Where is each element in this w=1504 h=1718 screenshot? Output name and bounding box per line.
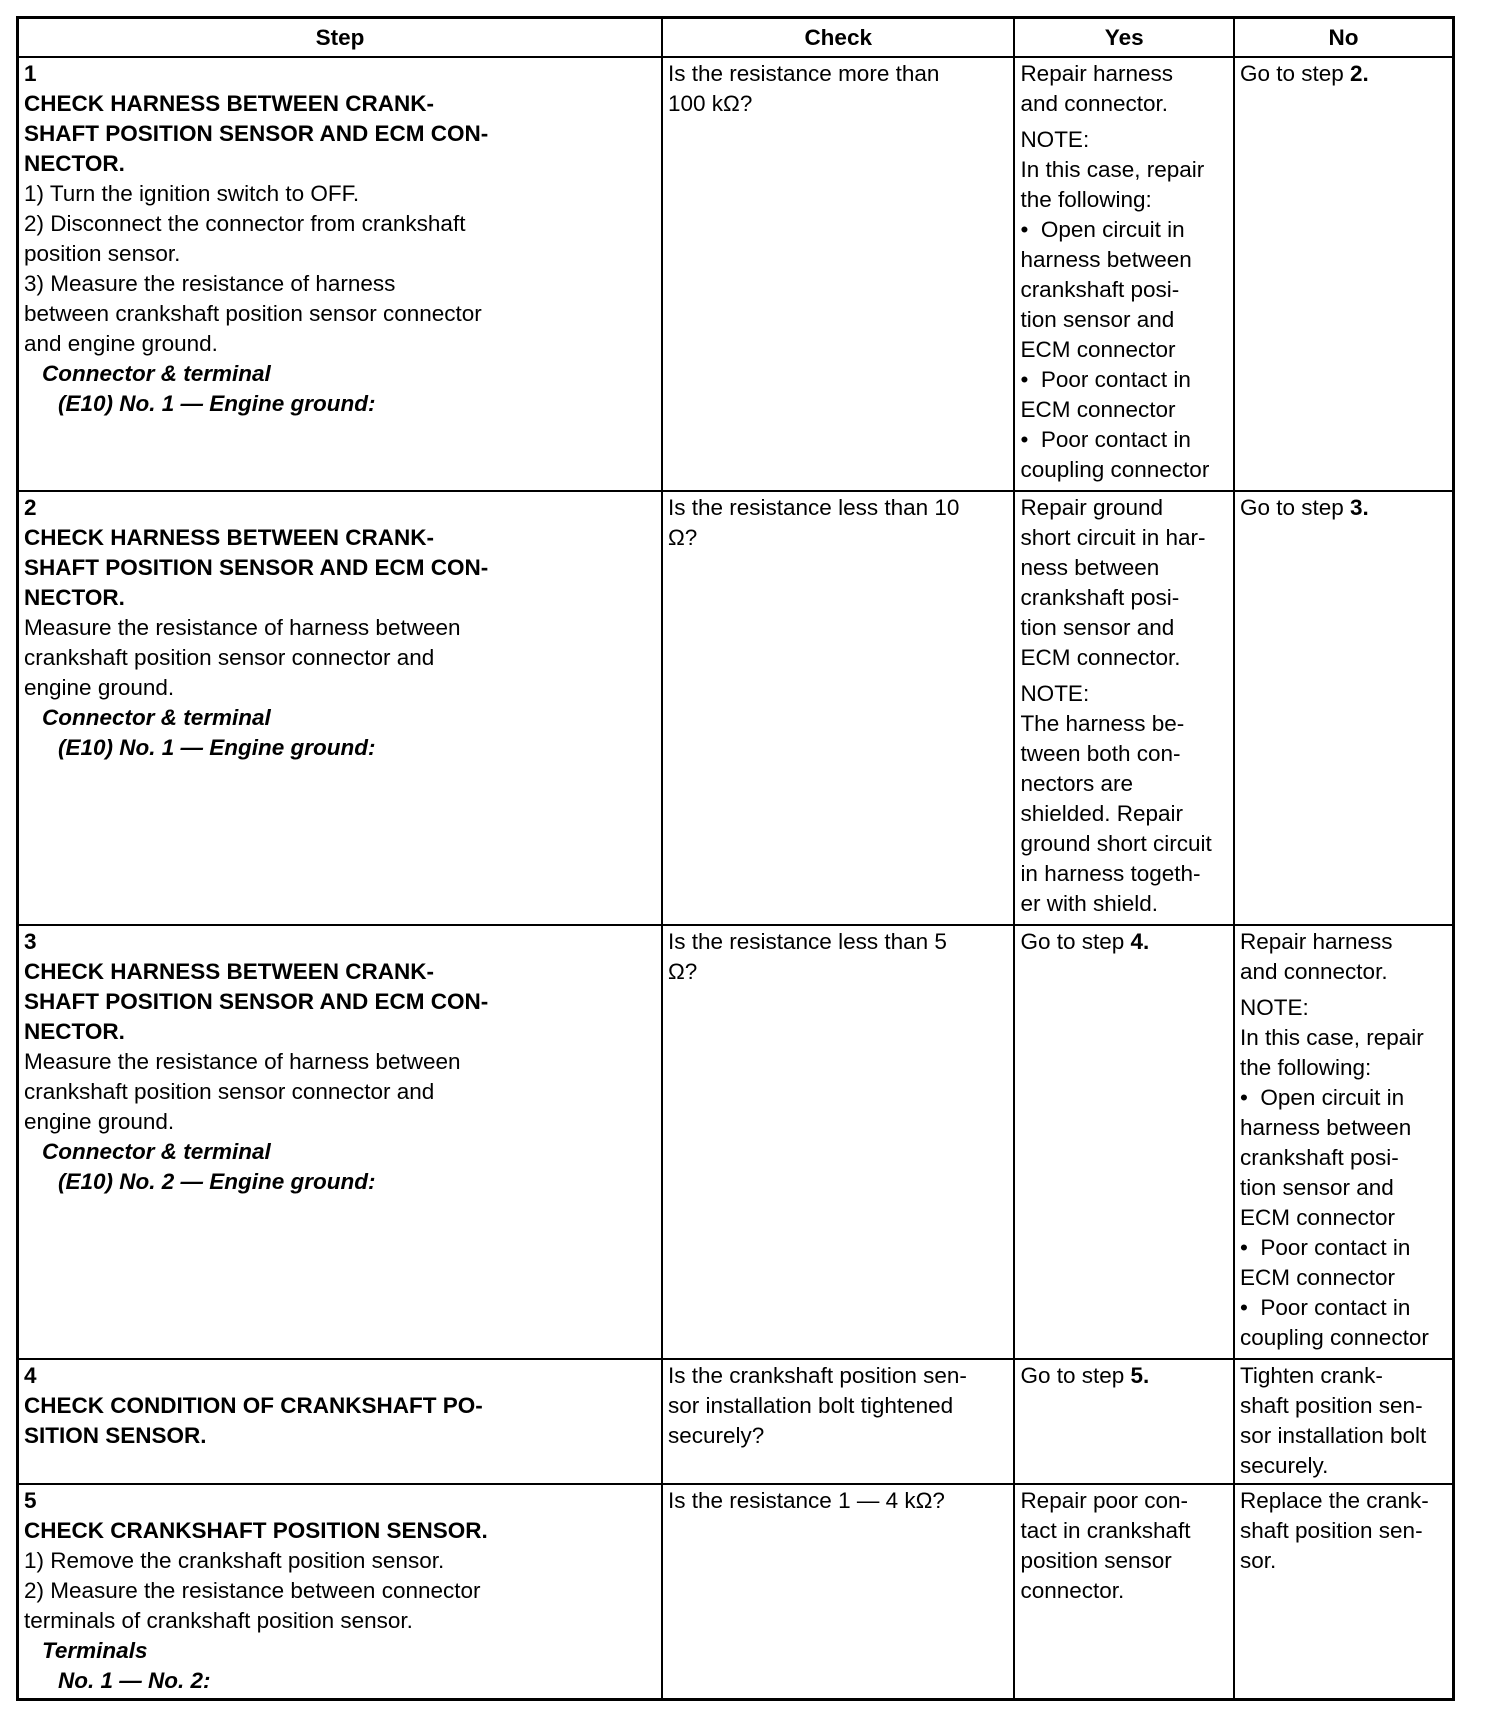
no-cell — [1234, 1484, 1454, 1700]
no-line: Tighten crank- — [1239, 1363, 1383, 1388]
step-body — [24, 1391, 539, 1451]
step-title-line: CHECK HARNESS BETWEEN CRANK- — [24, 959, 435, 984]
yes-line: Repair ground — [1020, 495, 1164, 520]
step-body — [24, 523, 539, 763]
yes-bullet-line: • Poor contact in — [1020, 365, 1228, 395]
no-line: securely. — [1239, 1453, 1329, 1478]
header-no: No — [1234, 18, 1454, 58]
step-title-line: SHAFT POSITION SENSOR AND ECM CON- — [24, 555, 489, 580]
no-bullet-line: tion sensor and — [1239, 1175, 1394, 1200]
connector-label: Connector & terminal — [42, 1139, 271, 1164]
step-instruction: 2) Measure the resistance between connector — [24, 1578, 481, 1603]
connector-label: Connector & terminal — [42, 361, 271, 386]
yes-note-line: tween both con- — [1020, 741, 1181, 766]
check-line: Is the crankshaft position sen- — [667, 1363, 967, 1388]
yes-line: connector. — [1020, 1578, 1125, 1603]
connector-value: (E10) No. 2 — Engine ground: — [58, 1169, 376, 1194]
table-row — [18, 925, 1454, 1359]
step-number: 3 — [24, 929, 37, 954]
no-text — [1240, 493, 1447, 523]
step-cell — [18, 1359, 662, 1484]
no-note-line: the following: — [1239, 1055, 1372, 1080]
table-row — [18, 1359, 1454, 1484]
step-instruction: 2) Disconnect the connector from crankshaft — [24, 211, 466, 236]
no-note-label: NOTE: — [1239, 995, 1309, 1020]
no-line: Repair harness — [1239, 929, 1393, 954]
yes-step-ref: 5. — [1130, 1363, 1150, 1388]
yes-prefix: Go to step — [1020, 929, 1131, 954]
yes-line: tact in crankshaft — [1020, 1518, 1191, 1543]
yes-bullet-line: coupling connector — [1020, 457, 1210, 482]
step-number: 1 — [24, 61, 37, 86]
no-prefix: Go to step — [1239, 61, 1351, 86]
yes-line: Repair harness — [1020, 61, 1174, 86]
no-cell — [1234, 57, 1454, 491]
connector-value: No. 1 — No. 2: — [58, 1668, 211, 1693]
no-step-ref: 2. — [1350, 61, 1369, 86]
no-bullet-line: • Poor contact in — [1240, 1233, 1447, 1263]
connector-value: (E10) No. 1 — Engine ground: — [58, 735, 376, 760]
connector-label: Connector & terminal — [42, 705, 271, 730]
step-instruction: 1) Turn the ignition switch to OFF. — [24, 181, 360, 206]
yes-bullet-line: ECM connector — [1020, 397, 1176, 422]
diagnostic-procedure-table — [16, 16, 1455, 1701]
yes-cell — [1014, 1359, 1234, 1484]
yes-text — [1020, 927, 1228, 957]
step-title-line: CHECK CRANKSHAFT POSITION SENSOR. — [24, 1518, 488, 1543]
yes-bullet-line: ECM connector — [1020, 337, 1176, 362]
yes-note-line: In this case, repair — [1020, 157, 1205, 182]
step-cell — [18, 57, 662, 491]
table-row — [18, 1484, 1454, 1700]
no-cell — [1234, 1359, 1454, 1484]
step-title-line: SHAFT POSITION SENSOR AND ECM CON- — [24, 121, 489, 146]
check-line: Ω? — [667, 959, 698, 984]
yes-cell — [1014, 491, 1234, 925]
header-step: Step — [18, 18, 662, 58]
no-prefix: Go to step — [1239, 495, 1351, 520]
yes-bullet-line: • Poor contact in — [1020, 425, 1228, 455]
no-line: and connector. — [1239, 959, 1388, 984]
header-row — [18, 18, 1454, 58]
no-cell — [1234, 491, 1454, 925]
header-yes: Yes — [1014, 18, 1234, 58]
yes-bullet-line: tion sensor and — [1020, 307, 1175, 332]
step-instruction: and engine ground. — [24, 331, 218, 356]
no-line: Replace the crank- — [1239, 1488, 1429, 1513]
step-title-line: SITION SENSOR. — [24, 1423, 207, 1448]
check-cell — [662, 491, 1014, 925]
yes-line: crankshaft posi- — [1020, 585, 1180, 610]
no-bullet-line: ECM connector — [1239, 1265, 1396, 1290]
check-cell — [662, 1484, 1014, 1700]
yes-bullet-line: harness between — [1020, 247, 1192, 272]
no-cell — [1234, 925, 1454, 1359]
step-instruction: crankshaft position sensor connector and — [24, 645, 435, 670]
check-line: sor installation bolt tightened — [667, 1393, 954, 1418]
no-line: sor. — [1239, 1548, 1277, 1573]
table-row — [18, 491, 1454, 925]
step-title-line: CHECK HARNESS BETWEEN CRANK- — [24, 91, 435, 116]
yes-line: tion sensor and — [1020, 615, 1175, 640]
yes-line: and connector. — [1020, 91, 1169, 116]
header-check: Check — [662, 18, 1014, 58]
step-instruction: 1) Remove the crankshaft position sensor. — [24, 1548, 445, 1573]
check-line: Is the resistance 1 — 4 kΩ? — [667, 1488, 945, 1513]
no-bullet-line: • Open circuit in — [1240, 1083, 1447, 1113]
no-bullet-line: ECM connector — [1239, 1205, 1396, 1230]
check-cell — [662, 925, 1014, 1359]
step-instruction: crankshaft position sensor connector and — [24, 1079, 435, 1104]
no-text — [1240, 59, 1447, 89]
check-line: Is the resistance less than 10 — [667, 495, 960, 520]
yes-bullet-line: • Open circuit in — [1020, 215, 1228, 245]
step-instruction: position sensor. — [24, 241, 181, 266]
no-line: shaft position sen- — [1239, 1518, 1423, 1543]
yes-prefix: Go to step — [1020, 1363, 1131, 1388]
yes-note-label: NOTE: — [1020, 127, 1090, 152]
step-cell — [18, 491, 662, 925]
connector-label: Terminals — [42, 1638, 148, 1663]
yes-line: ECM connector. — [1020, 645, 1181, 670]
yes-cell — [1014, 57, 1234, 491]
no-bullet-line: • Poor contact in — [1240, 1293, 1447, 1323]
no-bullet-line: harness between — [1239, 1115, 1412, 1140]
check-cell — [662, 57, 1014, 491]
step-number: 5 — [24, 1488, 37, 1513]
step-body — [24, 1516, 539, 1696]
check-line: securely? — [667, 1423, 765, 1448]
no-bullet-line: crankshaft posi- — [1239, 1145, 1399, 1170]
yes-line: Repair poor con- — [1020, 1488, 1189, 1513]
yes-line: short circuit in har- — [1020, 525, 1206, 550]
yes-note-line: The harness be- — [1020, 711, 1185, 736]
step-title-line: NECTOR. — [24, 151, 125, 176]
yes-note-line: in harness togeth- — [1020, 861, 1201, 886]
step-instruction: Measure the resistance of harness between — [24, 1049, 461, 1074]
yes-line: ness between — [1020, 555, 1160, 580]
step-instruction: engine ground. — [24, 675, 175, 700]
no-step-ref: 3. — [1350, 495, 1369, 520]
yes-step-ref: 4. — [1130, 929, 1150, 954]
step-title-line: CHECK HARNESS BETWEEN CRANK- — [24, 525, 435, 550]
step-instruction: 3) Measure the resistance of harness — [24, 271, 396, 296]
check-cell — [662, 1359, 1014, 1484]
yes-note-line: er with shield. — [1020, 891, 1158, 916]
no-bullet-line: coupling connector — [1239, 1325, 1429, 1350]
yes-note-label: NOTE: — [1020, 681, 1090, 706]
yes-note-line: the following: — [1020, 187, 1152, 212]
yes-note-line: ground short circuit — [1020, 831, 1212, 856]
step-title-line: SHAFT POSITION SENSOR AND ECM CON- — [24, 989, 489, 1014]
yes-text — [1020, 1361, 1228, 1391]
yes-line: position sensor — [1020, 1548, 1172, 1573]
no-line: shaft position sen- — [1239, 1393, 1423, 1418]
step-body — [24, 89, 539, 419]
yes-cell — [1014, 1484, 1234, 1700]
no-note-line: In this case, repair — [1239, 1025, 1424, 1050]
check-line: Is the resistance less than 5 — [667, 929, 947, 954]
step-title-line: NECTOR. — [24, 585, 125, 610]
step-number: 4 — [24, 1363, 37, 1388]
yes-note-line: shielded. Repair — [1020, 801, 1184, 826]
step-cell — [18, 1484, 662, 1700]
connector-value: (E10) No. 1 — Engine ground: — [58, 391, 376, 416]
yes-cell — [1014, 925, 1234, 1359]
step-body — [24, 957, 539, 1197]
step-cell — [18, 925, 662, 1359]
step-number: 2 — [24, 495, 37, 520]
step-instruction: between crankshaft position sensor connector — [24, 301, 482, 326]
check-line: Is the resistance more than — [667, 61, 940, 86]
step-instruction: Measure the resistance of harness between — [24, 615, 461, 640]
check-line: Ω? — [667, 525, 698, 550]
no-line: sor installation bolt — [1239, 1423, 1427, 1448]
check-line: 100 kΩ? — [667, 91, 753, 116]
yes-bullet-line: crankshaft posi- — [1020, 277, 1180, 302]
step-instruction: engine ground. — [24, 1109, 175, 1134]
step-title-line: CHECK CONDITION OF CRANKSHAFT PO- — [24, 1393, 483, 1418]
table-row — [18, 57, 1454, 491]
yes-note-line: nectors are — [1020, 771, 1133, 796]
step-title-line: NECTOR. — [24, 1019, 125, 1044]
step-instruction: terminals of crankshaft position sensor. — [24, 1608, 413, 1633]
